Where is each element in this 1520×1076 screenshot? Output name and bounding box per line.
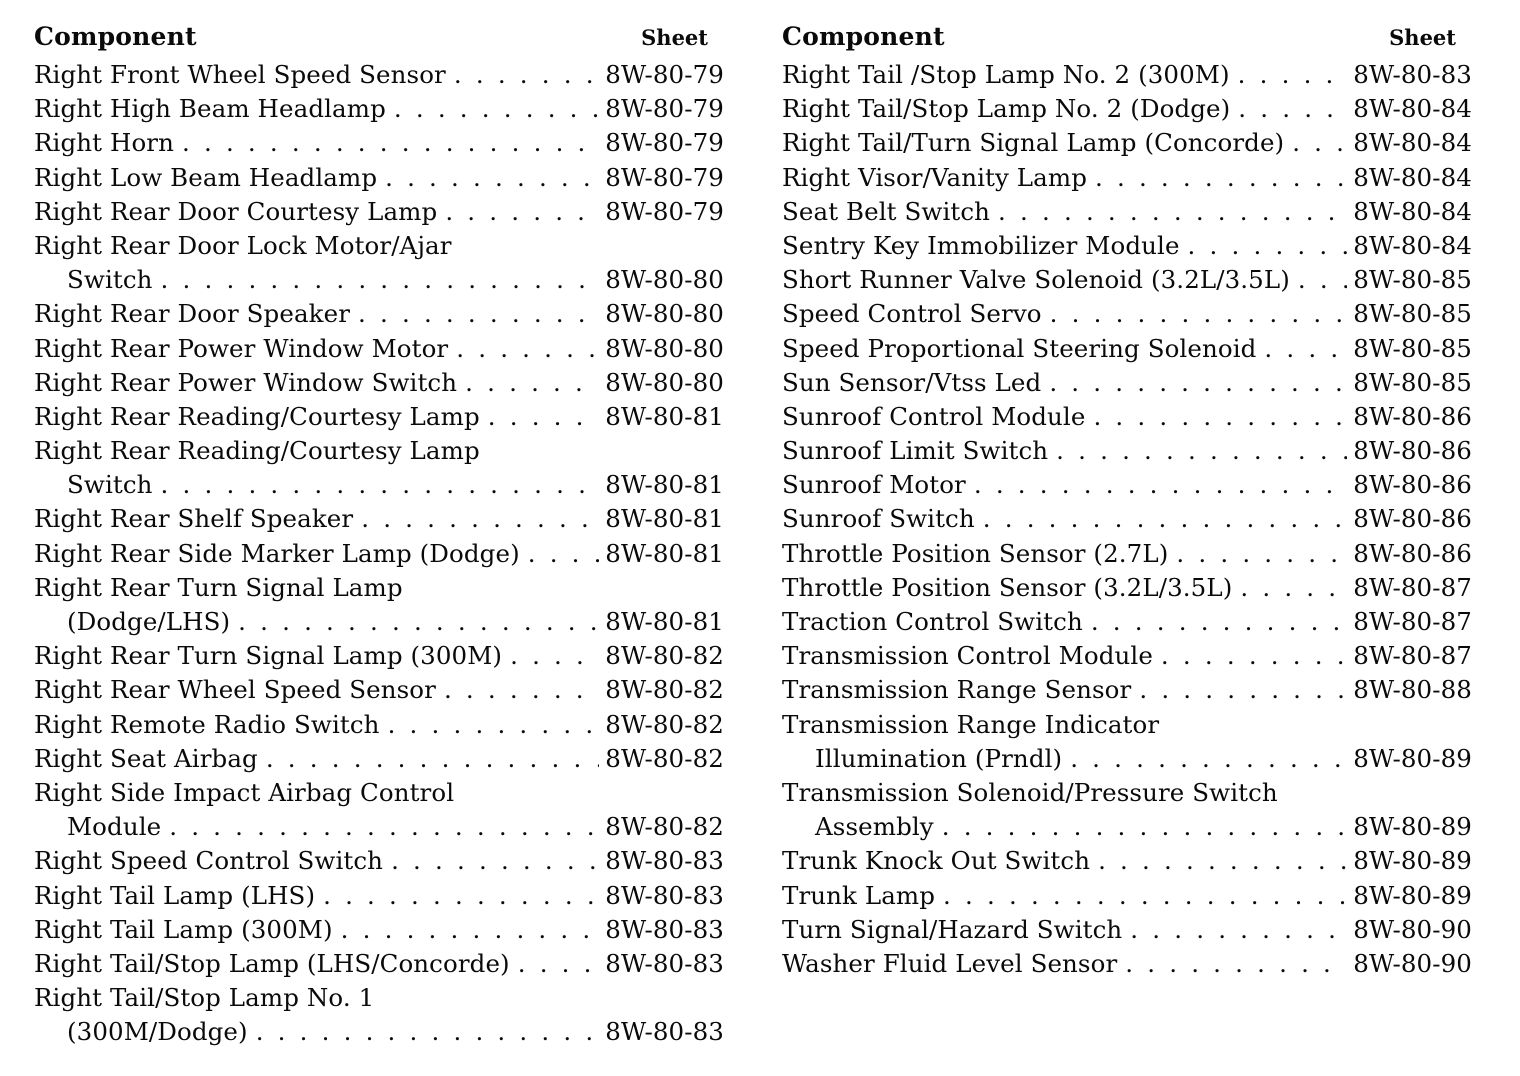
- index-entry: [34, 502, 724, 536]
- entry-line: [782, 708, 1472, 742]
- component-name: Right Tail/Stop Lamp No. 1: [34, 983, 375, 1013]
- component-name: Transmission Control Module: [782, 641, 1153, 671]
- dot-leader: [1091, 605, 1347, 639]
- index-entry: [34, 708, 724, 742]
- component-name: Right Tail /Stop Lamp No. 2 (300M): [782, 60, 1230, 89]
- sheet-number: 8W-80-81: [605, 470, 724, 500]
- column-header: [34, 22, 724, 58]
- index-entry: [782, 879, 1472, 913]
- index-entry: [34, 229, 724, 297]
- entry-line: [34, 742, 724, 776]
- component-name: Right Front Wheel Speed Sensor: [34, 60, 446, 89]
- component-name: Right Horn: [34, 128, 174, 158]
- index-entry: [782, 708, 1472, 776]
- entry-line: [782, 468, 1472, 502]
- entry-line: [34, 366, 724, 400]
- dot-leader: [1098, 844, 1347, 878]
- dot-leader: [1238, 92, 1347, 126]
- entry-line: [34, 879, 724, 913]
- dot-leader: [238, 605, 599, 639]
- sheet-number: 8W-80-86: [1353, 504, 1472, 534]
- component-list: [782, 58, 1472, 981]
- sheet-number: 8W-80-82: [605, 743, 724, 773]
- component-name: Right Tail/Stop Lamp No. 2 (Dodge): [782, 94, 1231, 124]
- sheet-number: 8W-80-87: [1353, 572, 1472, 602]
- index-entry: [782, 161, 1472, 195]
- entry-line: [34, 947, 724, 981]
- entry-line: [34, 58, 724, 92]
- component-name: Short Runner Valve Solenoid (3.2L/3.5L): [782, 265, 1290, 295]
- entry-line: [34, 537, 724, 571]
- index-entry: [782, 605, 1472, 639]
- entry-line: [782, 400, 1472, 434]
- dot-leader: [161, 263, 600, 297]
- entry-line: [782, 639, 1472, 673]
- dot-leader: [1070, 742, 1347, 776]
- component-name: Transmission Solenoid/Pressure Switch: [782, 777, 1278, 807]
- dot-leader: [456, 332, 599, 366]
- index-entry: [782, 229, 1472, 263]
- sheet-number: 8W-80-89: [1353, 846, 1472, 876]
- dot-leader: [488, 400, 600, 434]
- dot-leader: [444, 673, 599, 707]
- dot-leader: [518, 947, 600, 981]
- entry-line: [34, 981, 724, 1015]
- entry-line: [34, 161, 724, 195]
- component-name: Right Rear Shelf Speaker: [34, 504, 354, 534]
- component-name: Right Remote Radio Switch: [34, 709, 380, 739]
- component-name: Throttle Position Sensor (2.7L): [782, 538, 1169, 568]
- sheet-number: 8W-80-82: [605, 812, 724, 842]
- component-name: Right High Beam Headlamp: [34, 94, 386, 124]
- component-name: Right Rear Side Marker Lamp (Dodge): [34, 538, 520, 568]
- sheet-number: 8W-80-90: [1353, 914, 1472, 944]
- dot-leader: [361, 502, 599, 536]
- component-name: Right Rear Reading/Courtesy Lamp: [34, 436, 480, 466]
- sheet-number: 8W-80-81: [605, 504, 724, 534]
- dot-leader: [1056, 434, 1347, 468]
- sheet-number: 8W-80-82: [605, 675, 724, 705]
- sheet-number: 8W-80-80: [605, 299, 724, 329]
- component-name: Transmission Range Indicator: [782, 709, 1160, 739]
- sheet-number: 8W-80-87: [1353, 607, 1472, 636]
- dot-leader: [1049, 366, 1347, 400]
- component-name: Speed Control Servo: [782, 299, 1042, 329]
- index-entry: [782, 776, 1472, 844]
- dot-leader: [256, 1015, 600, 1049]
- entry-line: [34, 400, 724, 434]
- index-entry: [782, 400, 1472, 434]
- sheet-number: 8W-80-81: [605, 607, 724, 636]
- entry-line: [782, 126, 1472, 160]
- component-name: Right Side Impact Airbag Control: [34, 777, 455, 807]
- component-name-continued: (Dodge/LHS): [67, 607, 231, 636]
- entry-line: [34, 673, 724, 707]
- sheet-number: 8W-80-83: [605, 948, 724, 978]
- dot-leader: [1176, 537, 1347, 571]
- index-entry: [782, 502, 1472, 536]
- sheet-number: 8W-80-85: [1353, 367, 1472, 397]
- component-name-continued: Assembly: [815, 812, 934, 842]
- dot-leader: [1292, 126, 1347, 160]
- dot-leader: [1093, 400, 1347, 434]
- index-entry: [782, 947, 1472, 981]
- index-entry: [34, 366, 724, 400]
- entry-line: [34, 229, 724, 263]
- dot-leader: [1130, 913, 1347, 947]
- index-entry: [782, 366, 1472, 400]
- index-entry: [782, 673, 1472, 707]
- entry-continuation-line: [34, 1015, 724, 1049]
- component-name: Right Rear Door Speaker: [34, 299, 351, 329]
- component-name: Right Rear Turn Signal Lamp (300M): [34, 641, 503, 671]
- component-name: Sunroof Limit Switch: [782, 436, 1049, 466]
- dot-leader: [388, 708, 600, 742]
- component-name: Right Low Beam Headlamp: [34, 162, 378, 192]
- dot-leader: [182, 126, 599, 160]
- sheet-number: 8W-80-79: [605, 196, 724, 226]
- entry-line: [782, 673, 1472, 707]
- component-name: Sunroof Control Module: [782, 401, 1086, 431]
- entry-continuation-line: [782, 742, 1472, 776]
- sheet-number: 8W-80-89: [1353, 743, 1472, 773]
- sheet-number: 8W-80-81: [605, 538, 724, 568]
- component-name: Turn Signal/Hazard Switch: [782, 914, 1123, 944]
- dot-leader: [445, 195, 599, 229]
- sheet-number: 8W-80-90: [1353, 948, 1472, 978]
- component-name: Speed Proportional Steering Solenoid: [782, 333, 1257, 363]
- sheet-number: 8W-80-79: [605, 60, 724, 89]
- entry-line: [782, 879, 1472, 913]
- dot-leader: [1095, 161, 1347, 195]
- component-name: Right Tail Lamp (300M): [34, 914, 333, 944]
- sheet-number: 8W-80-79: [605, 128, 724, 158]
- index-entry: [34, 947, 724, 981]
- column-header: [782, 22, 1472, 58]
- entry-line: [782, 776, 1472, 810]
- dot-leader: [528, 537, 600, 571]
- sheet-number: 8W-80-83: [605, 846, 724, 876]
- entry-continuation-line: [34, 468, 724, 502]
- component-name: Sunroof Motor: [782, 470, 966, 500]
- component-name: Right Rear Wheel Speed Sensor: [34, 675, 436, 705]
- component-name: Right Seat Airbag: [34, 743, 258, 773]
- sheet-number: 8W-80-80: [605, 333, 724, 363]
- index-entry: [34, 537, 724, 571]
- sheet-number: 8W-80-83: [1353, 60, 1472, 89]
- sheet-number: 8W-80-82: [605, 709, 724, 739]
- entry-line: [34, 92, 724, 126]
- dot-leader: [983, 502, 1348, 536]
- entry-line: [782, 161, 1472, 195]
- entry-line: [34, 639, 724, 673]
- index-entry: [34, 332, 724, 366]
- sheet-number: 8W-80-86: [1353, 538, 1472, 568]
- left-column: [34, 22, 724, 1049]
- index-entry: [782, 297, 1472, 331]
- index-entry: [782, 639, 1472, 673]
- entry-line: [782, 332, 1472, 366]
- entry-line: [782, 537, 1472, 571]
- dot-leader: [391, 844, 599, 878]
- sheet-number: 8W-80-85: [1353, 299, 1472, 329]
- component-name: Washer Fluid Level Sensor: [782, 948, 1118, 978]
- sheet-number: 8W-80-89: [1353, 880, 1472, 910]
- component-name: Right Speed Control Switch: [34, 846, 384, 876]
- component-name: Traction Control Switch: [782, 607, 1083, 636]
- index-entry: [34, 776, 724, 844]
- index-entry: [782, 126, 1472, 160]
- sheet-number: 8W-80-81: [605, 401, 724, 431]
- dot-leader: [998, 195, 1347, 229]
- sheet-number: 8W-80-84: [1353, 128, 1472, 158]
- dot-leader: [385, 161, 599, 195]
- dot-leader: [942, 810, 1348, 844]
- component-name-continued: (300M/Dodge): [67, 1017, 248, 1047]
- sheet-number: 8W-80-86: [1353, 401, 1472, 431]
- sheet-number: 8W-80-83: [605, 914, 724, 944]
- entry-line: [34, 126, 724, 160]
- sheet-number: 8W-80-84: [1353, 94, 1472, 124]
- index-entry: [34, 742, 724, 776]
- entry-line: [34, 195, 724, 229]
- sheet-number: 8W-80-79: [605, 162, 724, 192]
- index-entry: [782, 434, 1472, 468]
- sheet-number: 8W-80-86: [1353, 436, 1472, 466]
- sheet-number: 8W-80-84: [1353, 196, 1472, 226]
- dot-leader: [1264, 332, 1347, 366]
- dot-leader: [341, 913, 600, 947]
- sheet-number: 8W-80-79: [605, 94, 724, 124]
- dot-leader: [161, 468, 600, 502]
- dot-leader: [1188, 229, 1348, 263]
- entry-continuation-line: [782, 810, 1472, 844]
- index-entry: [34, 92, 724, 126]
- entry-line: [34, 913, 724, 947]
- sheet-number: 8W-80-88: [1353, 675, 1472, 705]
- index-entry: [782, 263, 1472, 297]
- dot-leader: [1050, 297, 1348, 331]
- dot-leader: [454, 58, 599, 92]
- sheet-number: 8W-80-83: [605, 1017, 724, 1047]
- entry-continuation-line: [34, 810, 724, 844]
- dot-leader: [1139, 673, 1347, 707]
- component-heading: Component: [34, 22, 197, 51]
- component-name: Trunk Lamp: [782, 880, 936, 910]
- entry-line: [34, 708, 724, 742]
- entry-line: [782, 844, 1472, 878]
- component-name: Sentry Key Immobilizer Module: [782, 230, 1180, 260]
- index-entry: [782, 332, 1472, 366]
- entry-line: [782, 58, 1472, 92]
- entry-line: [34, 844, 724, 878]
- sheet-heading: Sheet: [641, 25, 708, 50]
- entry-line: [782, 605, 1472, 639]
- index-entry: [34, 434, 724, 502]
- sheet-number: 8W-80-80: [605, 265, 724, 295]
- dot-leader: [465, 366, 599, 400]
- dot-leader: [169, 810, 599, 844]
- entry-line: [34, 776, 724, 810]
- sheet-number: 8W-80-82: [605, 641, 724, 671]
- component-name-continued: Module: [67, 812, 162, 842]
- entry-line: [782, 502, 1472, 536]
- dot-leader: [1298, 263, 1347, 297]
- component-name: Right Tail Lamp (LHS): [34, 880, 316, 910]
- component-name: Right Rear Turn Signal Lamp: [34, 572, 403, 602]
- right-column: [782, 22, 1472, 981]
- entry-line: [782, 947, 1472, 981]
- component-name-continued: Switch: [67, 470, 153, 500]
- entry-line: [34, 502, 724, 536]
- sheet-number: 8W-80-86: [1353, 470, 1472, 500]
- sheet-number: 8W-80-85: [1353, 333, 1472, 363]
- sheet-number: 8W-80-85: [1353, 265, 1472, 295]
- component-name: Right Rear Reading/Courtesy Lamp: [34, 401, 480, 431]
- entry-line: [782, 297, 1472, 331]
- index-entry: [34, 981, 724, 1049]
- component-name: Sunroof Switch: [782, 504, 975, 534]
- index-entry: [34, 161, 724, 195]
- index-entry: [34, 400, 724, 434]
- index-entry: [34, 126, 724, 160]
- dot-leader: [974, 468, 1347, 502]
- component-name: Right Rear Power Window Switch: [34, 367, 458, 397]
- component-heading: Component: [782, 22, 945, 51]
- index-entry: [34, 639, 724, 673]
- component-name: Right Tail/Turn Signal Lamp (Concorde): [782, 128, 1285, 158]
- component-name: Trunk Knock Out Switch: [782, 846, 1091, 876]
- entry-line: [782, 913, 1472, 947]
- component-name-continued: Illumination (Prndl): [815, 743, 1063, 773]
- entry-line: [34, 332, 724, 366]
- dot-leader: [358, 297, 599, 331]
- index-entry: [782, 913, 1472, 947]
- index-entry: [782, 195, 1472, 229]
- entry-line: [34, 297, 724, 331]
- index-entry: [34, 297, 724, 331]
- entry-line: [782, 229, 1472, 263]
- entry-line: [34, 434, 724, 468]
- dot-leader: [1161, 639, 1347, 673]
- entry-line: [782, 434, 1472, 468]
- dot-leader: [1240, 571, 1347, 605]
- index-entry: [782, 844, 1472, 878]
- sheet-heading: Sheet: [1389, 25, 1456, 50]
- entry-line: [782, 366, 1472, 400]
- index-entry: [34, 673, 724, 707]
- index-entry: [782, 571, 1472, 605]
- dot-leader: [1125, 947, 1347, 981]
- sheet-number: 8W-80-84: [1353, 162, 1472, 192]
- entry-line: [34, 571, 724, 605]
- component-name: Throttle Position Sensor (3.2L/3.5L): [782, 572, 1233, 602]
- entry-line: [782, 263, 1472, 297]
- index-entry: [782, 537, 1472, 571]
- dot-leader: [1238, 58, 1348, 92]
- sheet-number: 8W-80-89: [1353, 812, 1472, 842]
- entry-line: [782, 571, 1472, 605]
- sheet-number: 8W-80-84: [1353, 230, 1472, 260]
- index-entry: [34, 879, 724, 913]
- index-entry: [34, 844, 724, 878]
- sheet-number: 8W-80-80: [605, 367, 724, 397]
- entry-line: [782, 195, 1472, 229]
- component-list: [34, 58, 724, 1049]
- sheet-number: 8W-80-83: [605, 880, 724, 910]
- index-entry: [34, 571, 724, 639]
- index-entry: [34, 195, 724, 229]
- component-name: Seat Belt Switch: [782, 196, 991, 226]
- entry-continuation-line: [34, 263, 724, 297]
- dot-leader: [510, 639, 599, 673]
- component-name: Right Tail/Stop Lamp (LHS/Concorde): [34, 948, 510, 978]
- dot-leader: [943, 879, 1347, 913]
- component-name: Transmission Range Sensor: [782, 675, 1132, 705]
- index-entry: [782, 468, 1472, 502]
- dot-leader: [266, 742, 599, 776]
- component-name: Sun Sensor/Vtss Led: [782, 367, 1042, 397]
- dot-leader: [394, 92, 599, 126]
- component-name-continued: Switch: [67, 265, 153, 295]
- index-entry: [782, 92, 1472, 126]
- sheet-number: 8W-80-87: [1353, 641, 1472, 671]
- component-name: Right Rear Door Courtesy Lamp: [34, 196, 438, 226]
- index-entry: [34, 58, 724, 92]
- component-name: Right Rear Power Window Motor: [34, 333, 449, 363]
- index-entry: [782, 58, 1472, 92]
- index-entry: [34, 913, 724, 947]
- dot-leader: [323, 879, 599, 913]
- component-name: Right Rear Door Lock Motor/Ajar: [34, 230, 452, 260]
- entry-continuation-line: [34, 605, 724, 639]
- entry-line: [782, 92, 1472, 126]
- component-name: Right Visor/Vanity Lamp: [782, 162, 1087, 192]
